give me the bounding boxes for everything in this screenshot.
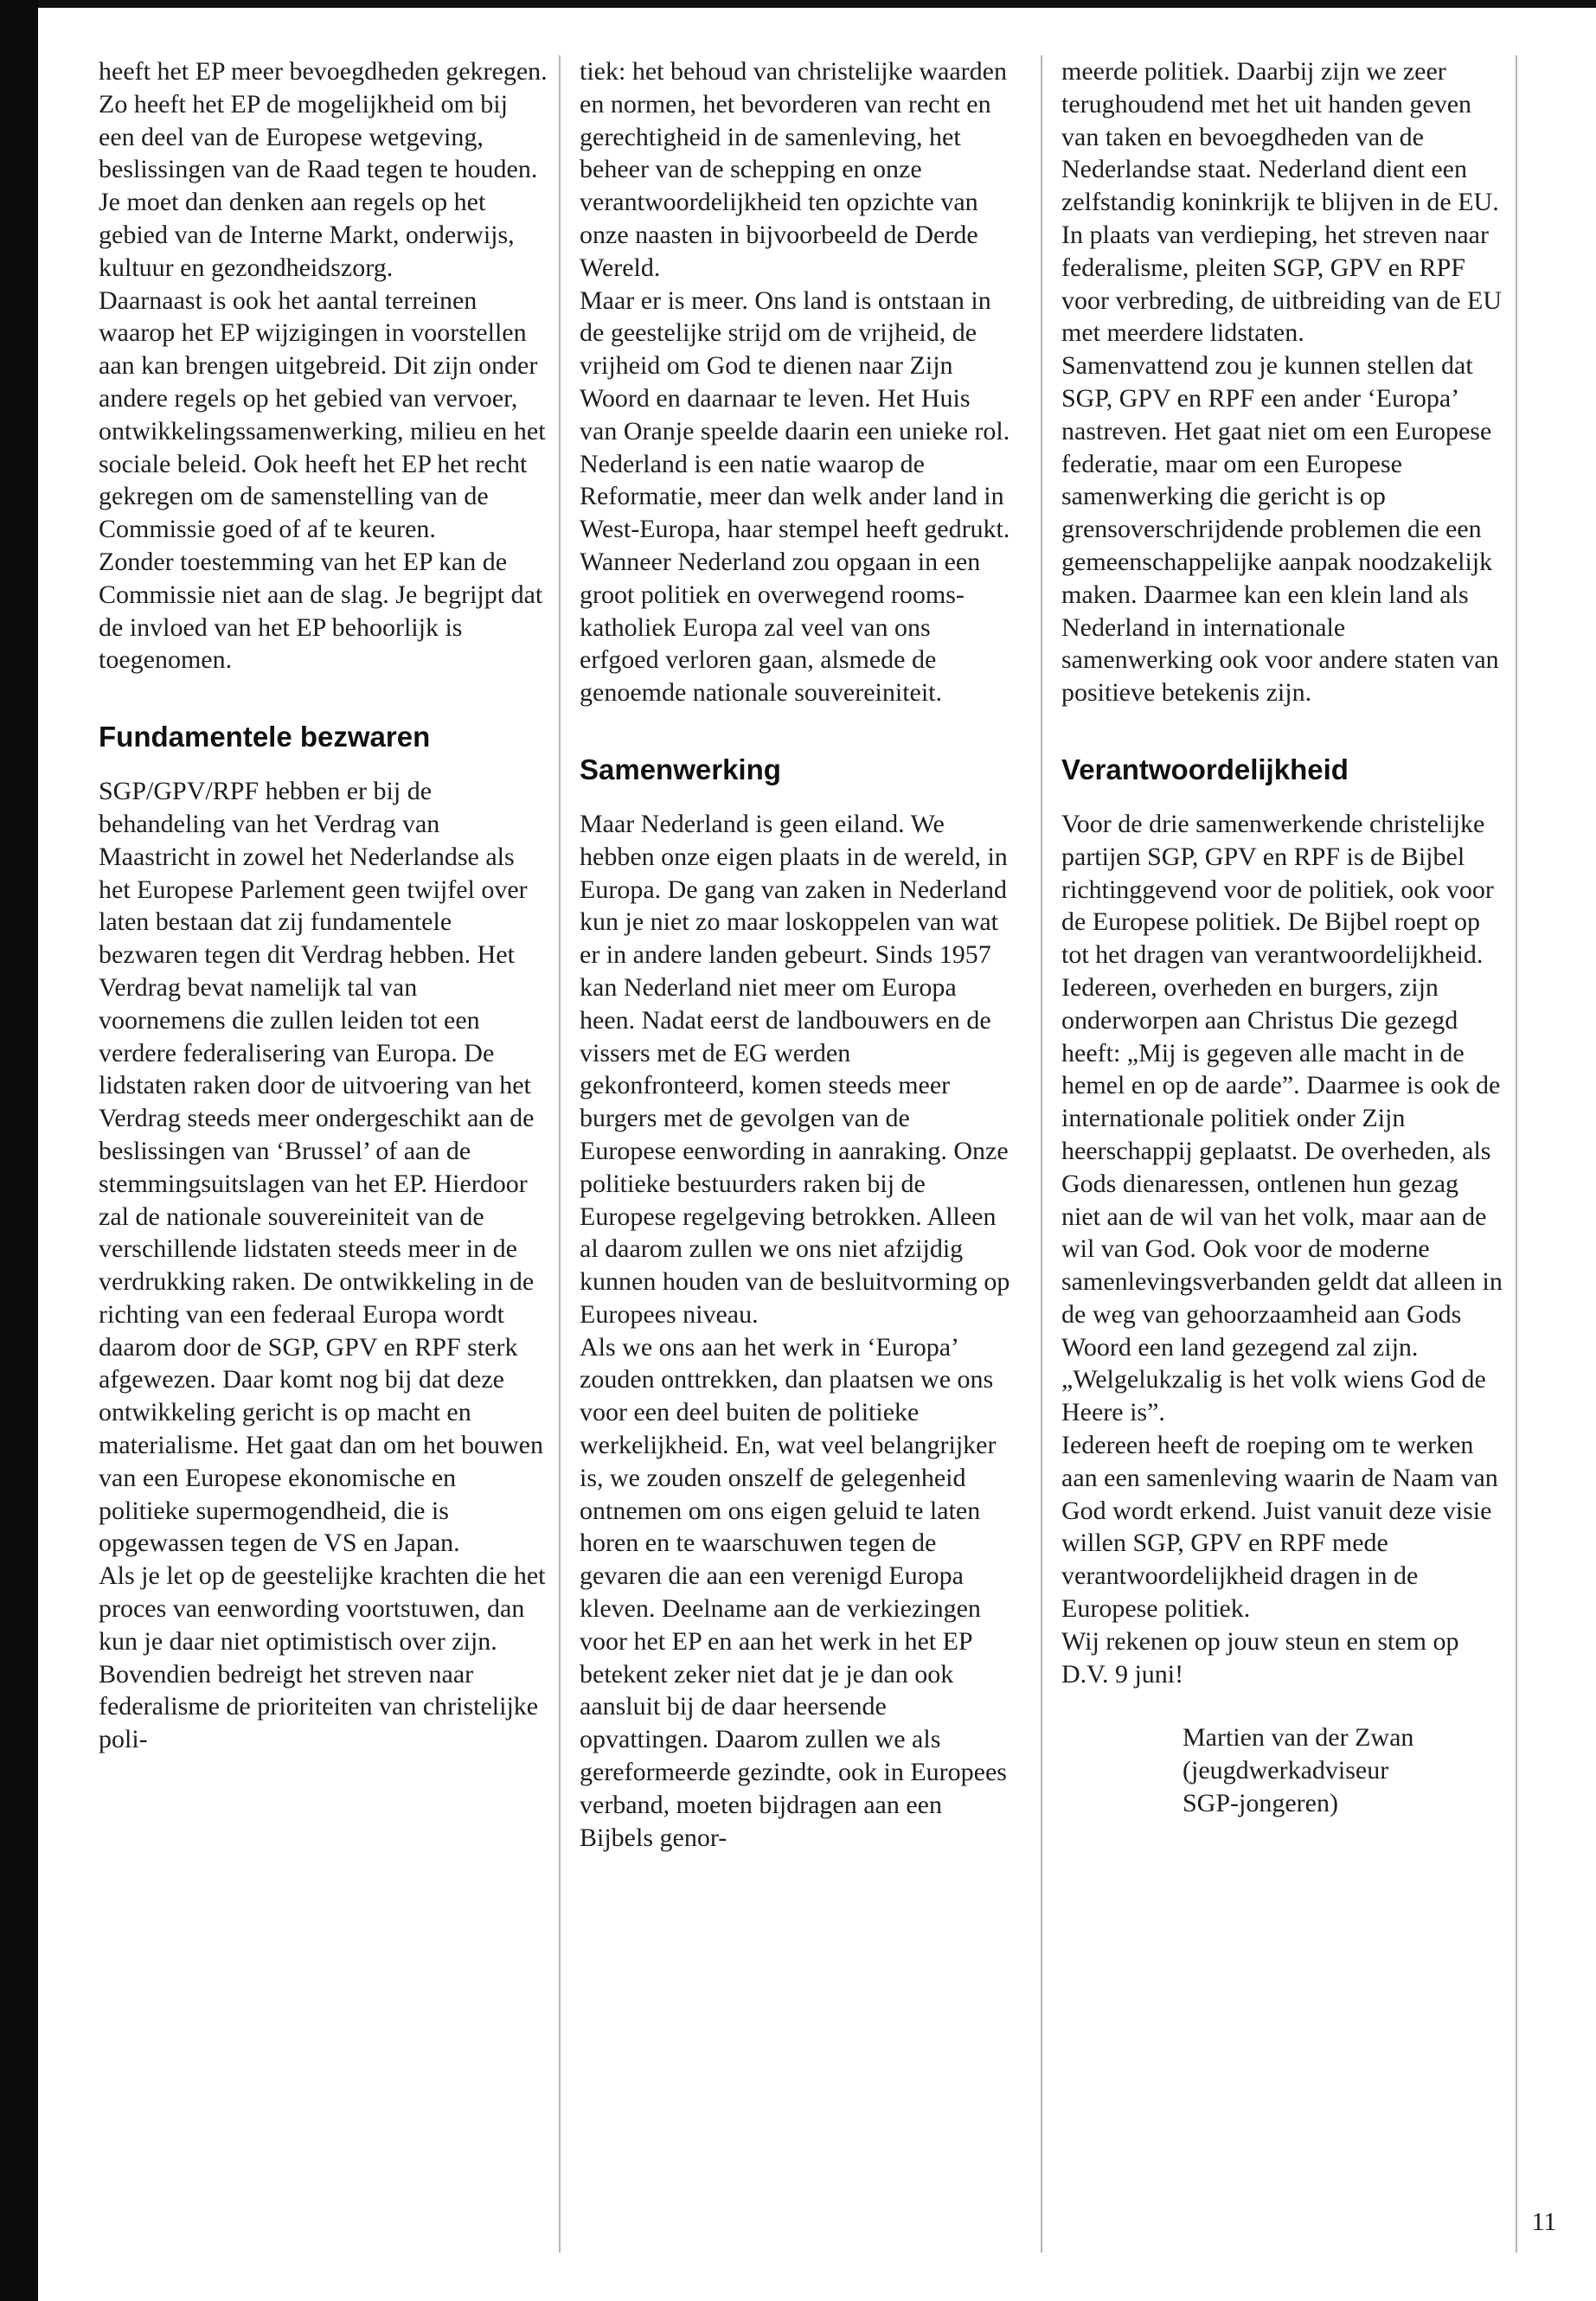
paragraph: Wij rekenen op jouw steun en stem op D.V. 9 juni! <box>1061 1626 1459 1689</box>
section-heading-fundamentele-bezwaren: Fundamentele bezwaren <box>99 721 431 753</box>
paragraph: meerde politiek. Daarbij zijn we zeer terughoudend met het uit handen geven van taken en bevoegdheden van de Nederlandse staat. Nederland dient een zelfstandig koninkrijk te blijven in de EU. In plaats van verdieping, het streven naar federalisme, pleiten SGP, GPV en RPF voor verbreding, de uitbreiding van de EU met meerdere lidstaten. <box>1061 57 1503 348</box>
column-divider <box>559 55 561 2253</box>
column-divider <box>1516 55 1517 2253</box>
paragraph: Zonder toestemming van het EP kan de Commissie niet aan de slag. Je begrijpt dat de invloed van het EP behoorlijk is toegenomen. <box>99 547 543 675</box>
paragraph: Maar Nederland is geen eiland. We hebben onze eigen plaats in de wereld, in Europa. De gang van zaken in Nederland kun je niet zo maar loskoppelen van wat er in andere landen gebeurt. Sinds 1957 kan Nederland niet meer om Europa heen. Nadat eerst de landbouwers en de vissers met de EG werden gekonfronteerd, komen steeds meer burgers met de gevolgen van de Europese eenwording in aanraking. Onze politieke bestuurders raken bij de Europese regelgeving betrokken. Alleen al daarom zullen we ons niet afzijdig kunnen houden van de besluitvorming op Europees niveau. <box>580 809 1010 1329</box>
paragraph: Iedereen heeft de roeping om te werken aan een samenleving waarin de Naam van God wordt erkend. Juist vanuit deze visie willen SGP, GPV en RPF mede verantwoordelijkheid dragen in de Europese politiek. <box>1061 1431 1498 1624</box>
column-2 <box>580 55 1012 1854</box>
column-3 <box>1061 55 1503 1820</box>
column-1 <box>99 55 548 1756</box>
section-heading-samenwerking: Samenwerking <box>580 753 781 785</box>
author-role: (jeugdwerkadviseur <box>1183 1756 1389 1785</box>
scan-left-edge <box>0 0 38 2301</box>
author-name: Martien van der Zwan <box>1183 1723 1414 1753</box>
paragraph: Als je let op de geestelijke krachten die het proces van eenwording voortstuwen, dan kun je daar niet optimistisch over zijn. Bovendien bedreigt het streven naar federalisme de prioriteiten van christelijke poli- <box>99 1561 546 1754</box>
column-divider <box>1041 55 1042 2253</box>
page-number: 11 <box>1531 2208 1557 2236</box>
author-organisation: SGP-jongeren) <box>1183 1789 1338 1818</box>
scan-top-edge <box>0 0 1596 8</box>
paragraph: Wanneer Nederland zou opgaan in een groot politiek en overwegend rooms-katholiek Europa zal veel van ons erfgoed verloren gaan, alsmede de genoemde nationale souvereiniteit. <box>580 547 981 708</box>
section-heading-verantwoordelijkheid: Verantwoordelijkheid <box>1061 753 1349 785</box>
paragraph: Daarnaast is ook het aantal terreinen waarop het EP wijzigingen in voorstellen aan kan brengen uitgebreid. Dit zijn onder andere regels op het gebied van vervoer, ontwikkelingssamenwerking, milieu en het sociale beleid. Ook heeft het EP het recht gekregen om de samenstelling van de Commissie goed of af te keuren. <box>99 285 546 544</box>
paragraph: heeft het EP meer bevoegdheden gekregen. Zo heeft het EP de mogelijkheid om bij een deel van de Europese wetgeving, beslissingen van de Raad tegen te houden. Je moet dan denken aan regels op het gebied van de Interne Markt, onderwijs, kultuur en gezondheidszorg. <box>99 57 548 282</box>
paragraph: tiek: het behoud van christelijke waarden en normen, het bevorderen van recht en gerechtigheid in de samenleving, het beheer van de schepping en onze verantwoordelijkheid ten opzichte van onze naasten in bijvoorbeeld de Derde Wereld. <box>580 57 1007 282</box>
paragraph: Maar er is meer. Ons land is ontstaan in de geestelijke strijd om de vrijheid, de vrijheid om God te dienen naar Zijn Woord en daarnaar te leven. Het Huis van Oranje speelde daarin een unieke rol. Nederland is een natie waarop de Reformatie, meer dan welk ander land in West-Europa, haar stempel heeft gedrukt. <box>580 285 1010 544</box>
paragraph: Als we ons aan het werk in ‘Europa’ zouden onttrekken, dan plaatsen we ons voor een deel buiten de politieke werkelijkheid. En, wat veel belangrijker is, we zouden onszelf de gelegenheid ontnemen om ons eigen geluid te laten horen en te waarschuwen tegen de gevaren die aan een verenigd Europa kleven. Deelname aan de verkiezingen voor het EP en aan het werk in het EP betekent zeker niet dat je je dan ook aansluit bij de daar heersende opvattingen. Daarom zullen we als gereformeerde gezindte, ook in Europees verband, moeten bijdragen aan een Bijbels genor- <box>580 1332 1007 1852</box>
paragraph: Voor de drie samenwerkende christelijke partijen SGP, GPV en RPF is de Bijbel richtinggevend voor de politiek, ook voor de Europese politiek. De Bijbel roept op tot het dragen van verantwoordelijkheid. Iedereen, overheden en burgers, zijn onderworpen aan Christus Die gezegd heeft: „Mij is gegeven alle macht in de hemel en op de aarde”. Daarmee is ook de internationale politiek onder Zijn heerschappij geplaatst. De overheden, als Gods dienaressen, ontlenen hun gezag niet aan de wil van het volk, maar aan de wil van God. Ook voor de moderne samenlevingsverbanden geldt dat alleen in de weg van gehoorzaamheid aan Gods Woord een land gezegend zal zijn. „Welgelukzalig is het volk wiens God de Heere is”. <box>1061 809 1503 1427</box>
author-signature <box>1061 1721 1503 1819</box>
paragraph: Samenvattend zou je kunnen stellen dat SGP, GPV en RPF een ander ‘Europa’ nastreven. Het gaat niet om een Europese federatie, maar om een Europese samenwerking die gericht is op grensoverschrijdende problemen die een gemeenschappelijke aanpak noodzakelijk maken. Daarmee kan een klein land als Nederland in internationale samenwerking ook voor andere staten van positieve betekenis zijn. <box>1061 351 1499 708</box>
paragraph: SGP/GPV/RPF hebben er bij de behandeling van het Verdrag van Maastricht in zowel het Nederlandse als het Europese Parlement geen twijfel over laten bestaan dat zij fundamentele bezwaren tegen dit Verdrag hebben. Het Verdrag bevat namelijk tal van voornemens die zullen leiden tot een verdere federalisering van Europa. De lidstaten raken door de uitvoering van het Verdrag steeds meer ondergeschikt aan de beslissingen van ‘Brussel’ of aan de stemmingsuitslagen van het EP. Hierdoor zal de nationale souvereiniteit van de verschillende lidstaten steeds meer in de verdrukking raken. De ontwikkeling in de richting van een federaal Europa wordt daarom door de SGP, GPV en RPF sterk afgewezen. Daar komt nog bij dat deze ontwikkeling gericht is op macht en materialisme. Het gaat dan om het bouwen van een Europese ekonomische en politieke supermogendheid, die is opgewassen tegen de VS en Japan. <box>99 777 543 1558</box>
